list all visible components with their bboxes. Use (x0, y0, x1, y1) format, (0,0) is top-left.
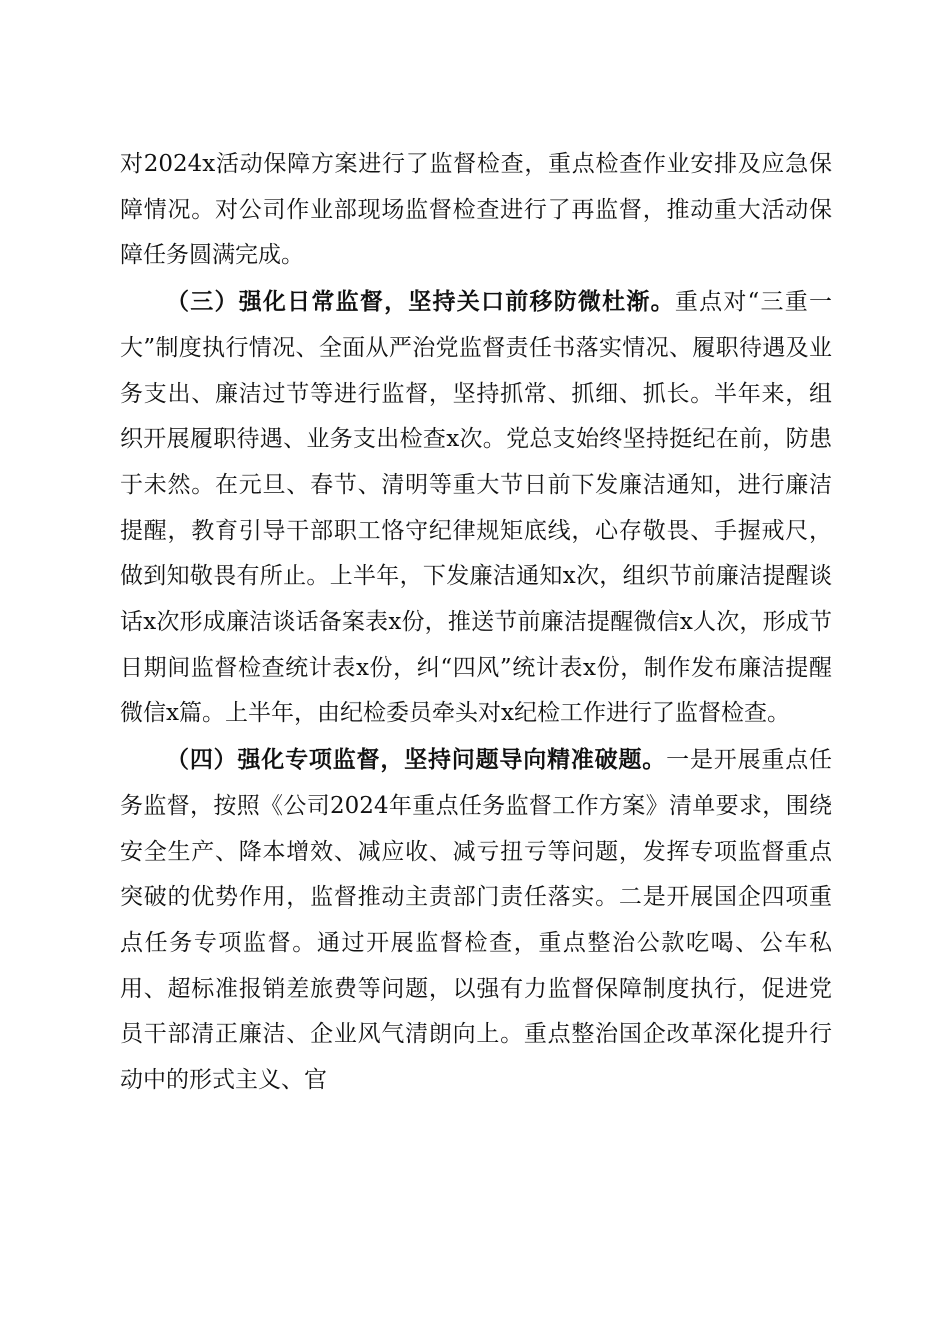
section-heading: （四）强化专项监督，坚持问题导向精准破题。 (166, 746, 667, 774)
paragraph-body: 对2024x活动保障方案进行了监督检查，重点检查作业安排及应急保障情况。对公司作业部现场监督检查进行了再监督，推动重大活动保障任务圆满完成。 (120, 151, 832, 269)
paragraph-body: 重点对“三重一大”制度执行情况、全面从严治党监督责任书落实情况、履职待遇及业务支出、廉洁过节等进行监督，坚持抓常、抓细、抓长。半年来，组织开展履职待遇、业务支出检查x次。党总支始终坚持挺纪在前，防患于未然。在元旦、春节、清明等重大节日前下发廉洁通知，进行廉洁提醒，教育引导干部职工恪守纪律规矩底线，心存敬畏、手握戒尺，做到知敬畏有所止。上半年，下发廉洁通知x次，组织节前廉洁提醒谈话x次形成廉洁谈话备案表x份，推送节前廉洁提醒微信x人次，形成节日期间监督检查统计表x份，纠“四风”统计表x份，制作发布廉洁提醒微信x篇。上半年，由纪检委员牵头对x纪检工作进行了监督检查。 (120, 289, 833, 727)
section-heading: （三）强化日常监督，坚持关口前移防微杜渐。 (166, 288, 675, 316)
document-body (120, 142, 832, 1104)
paragraph-section-three (120, 279, 832, 737)
paragraph-body: 一是开展重点任务监督，按照《公司2024年重点任务监督工作方案》清单要求，围绕安全生产、降本增效、减应收、减亏扭亏等问题，发挥专项监督重点突破的优势作用，监督推动主责部门责任落实。二是开展国企四项重点任务专项监督。通过开展监督检查，重点整治公款吃喝、公车私用、超标准报销差旅费等问题，以强有力监督保障制度执行，促进党员干部清正廉洁、企业风气清朗向上。重点整治国企改革深化提升行动中的形式主义、官 (120, 747, 833, 1094)
paragraph-continuation (120, 142, 832, 279)
paragraph-section-four (120, 737, 832, 1104)
